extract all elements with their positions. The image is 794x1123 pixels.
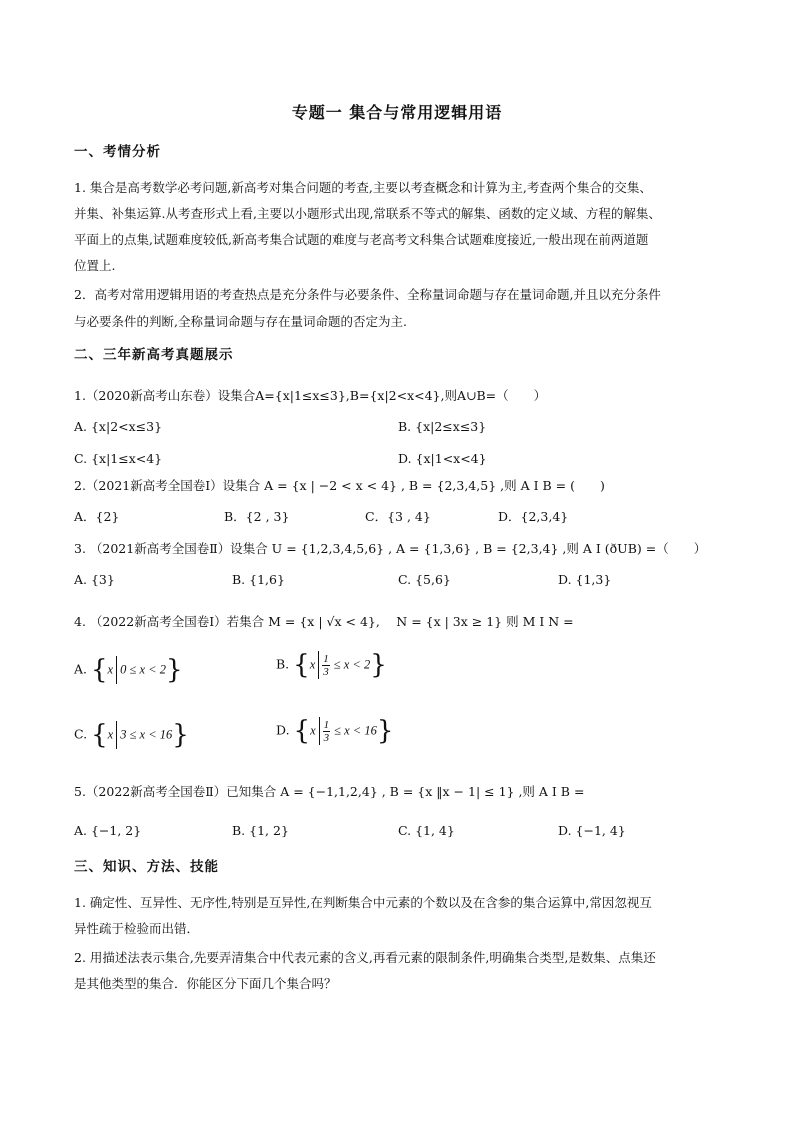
question-1-option-a: A. {x|2<x≤3} <box>74 419 163 434</box>
set-builder-bar <box>116 656 117 684</box>
question-3-stem: 3. （2021新高考全国卷Ⅱ）设集合 U = {1,2,3,4,5,6} , A = {1,3,6} , B = {2,3,4} ,则 A I (ðUB) =（ ） <box>74 541 707 556</box>
question-4-option-b: B. {x $\frac{1}{3}$ ≤ x < 2} <box>276 650 387 680</box>
question-4-option-d: D. {x $\frac{1}{3}$ ≤ x < 16} <box>276 716 394 746</box>
right-brace: } <box>165 655 183 685</box>
question-1-stem: 1.（2020新高考山东卷）设集合A={x|1≤x≤3},B={x|2<x<4},则A∪B=（ ） <box>74 388 547 403</box>
left-brace: { <box>91 720 108 750</box>
skills-paragraph-1-line-2: 异性疏于检验而出错． <box>74 921 200 936</box>
right-brace: } <box>376 716 394 746</box>
right-brace: } <box>172 720 189 750</box>
question-2-option-c: C．{3 , 4} <box>365 509 431 524</box>
skills-paragraph-2-line-1: 2. 用描述法表示集合,先要弄清集合中代表元素的含义,再看元素的限制条件,明确集合类型,是数集、点集还 <box>74 950 656 965</box>
question-5-option-d: D. {−1, 4} <box>558 823 626 838</box>
question-2-option-d: D．{2,3,4} <box>498 509 569 524</box>
analysis-paragraph-2-line-2: 与必要条件的判断,全称量词命题与存在量词命题的否定为主. <box>74 314 407 329</box>
skills-paragraph-2-line-2: 是其他类型的集合．你能区分下面几个集合吗？ <box>74 976 337 991</box>
question-2-option-a: A．{2} <box>74 509 120 524</box>
question-1-option-c: C. {x|1≤x<4} <box>74 451 163 466</box>
analysis-paragraph-1-line-1: 1. 集合是高考数学必考问题,新高考对集合问题的考查,主要以考查概念和计算为主,考查两个集合的交集、 <box>74 180 652 195</box>
set-builder-bar <box>116 721 117 749</box>
question-2-option-b: B．{2 , 3} <box>224 509 290 524</box>
option-label: B. <box>276 656 290 672</box>
analysis-paragraph-1-line-3: 平面上的点集,试题难度较低,新高考集合试题的难度与老高考文科集合试题难度接近,一般出现在前两道题 <box>74 232 649 247</box>
option-label: C. <box>74 726 88 742</box>
option-label: D. <box>276 722 290 738</box>
page-title: 专题一 集合与常用逻辑用语 <box>291 103 503 122</box>
question-3-option-b: B. {1,6} <box>232 572 285 587</box>
question-4-option-c: C. {x 3 ≤ x < 16} <box>74 720 189 750</box>
set-builder-bar <box>318 651 319 679</box>
question-1-option-d: D. {x|1<x<4} <box>398 451 487 466</box>
analysis-paragraph-1-line-2: 并集、补集运算.从考查形式上看,主要以小题形式出现,常联系不等式的解集、函数的定义域、方程的解集、 <box>74 206 661 221</box>
question-2-stem: 2.（2021新高考全国卷Ⅰ）设集合 A = {x | −2 < x < 4} , B = {2,3,4,5} ,则 A I B = ( ) <box>74 478 605 493</box>
question-5-option-c: C. {1, 4} <box>398 823 455 838</box>
question-5-option-b: B. {1, 2} <box>232 823 289 838</box>
right-brace: } <box>370 650 387 680</box>
question-4-option-a: A. {x 0 ≤ x < 2} <box>74 655 183 685</box>
analysis-paragraph-1-line-4: 位置上. <box>74 258 116 273</box>
fraction: $\frac{1}{3}$ <box>323 652 329 678</box>
option-label: A. <box>74 661 88 677</box>
analysis-paragraph-2-line-1: 2．高考对常用逻辑用语的考查热点是充分条件与必要条件、全称量词命题与存在量词命题,并且以充分条件 <box>74 287 661 302</box>
question-5-stem: 5.（2022新高考全国卷Ⅱ）已知集合 A = {−1,1,2,4} , B = {x ‖x − 1| ≤ 1} ,则 A I B = <box>74 784 585 799</box>
fraction: $\frac{1}{3}$ <box>323 718 330 744</box>
section-heading-exams: 二、三年新高考真题展示 <box>74 347 234 363</box>
section-heading-analysis: 一、考情分析 <box>74 144 161 160</box>
question-3-option-c: C. {5,6} <box>398 572 451 587</box>
section-heading-skills: 三、知识、方法、技能 <box>74 859 219 875</box>
left-brace: { <box>91 655 108 685</box>
question-3-option-d: D. {1,3} <box>558 572 612 587</box>
question-4-stem: 4. （2022新高考全国卷Ⅰ）若集合 M = {x | √x < 4}, N = {x | 3x ≥ 1} 则 M I N = <box>74 614 574 629</box>
question-5-option-a: A. {−1, 2} <box>74 823 142 838</box>
set-builder-bar <box>319 717 320 745</box>
question-1-option-b: B. {x|2≤x≤3} <box>398 419 487 434</box>
left-brace: { <box>293 650 310 680</box>
skills-paragraph-1-line-1: 1. 确定性、互异性、无序性,特别是互异性,在判断集合中元素的个数以及在含参的集合运算中,常因忽视互 <box>74 895 652 910</box>
left-brace: { <box>293 716 311 746</box>
question-3-option-a: A. {3} <box>74 572 115 587</box>
